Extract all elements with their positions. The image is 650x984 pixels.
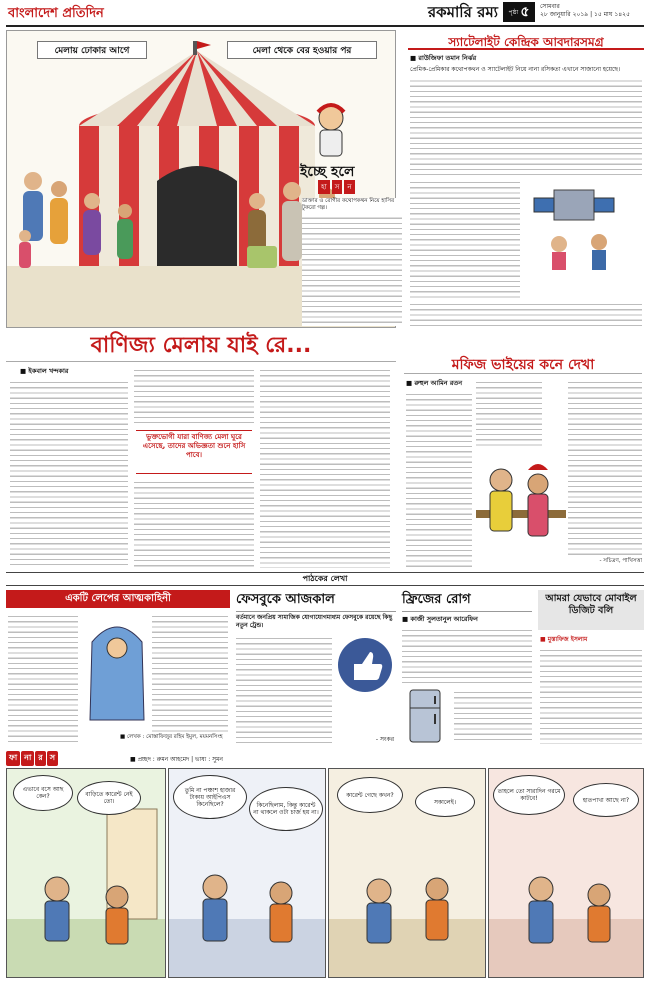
satellite-illustration [524,182,642,272]
ichchhe-title: ইচ্ছে হলে [300,164,355,180]
ichchhe-letter: হা [318,180,330,194]
digital-body [540,646,642,744]
banijjo-headline: বাণিজ্য মেলায় যাই রে... [6,332,396,362]
comic-letter: না [21,751,34,766]
speech-bubble: এভাবে বসে আছ কেন? [13,775,73,811]
comic-panel [6,768,166,978]
fridge-icon [404,688,450,744]
satellite-body-left [410,178,520,298]
page-number: ৫ [520,4,530,20]
facebook-thumbs-icon [336,636,394,694]
label-before: মেলায় ঢোকার আগে [37,41,147,59]
satellite-body-bottom [410,300,642,330]
fridge-body [402,626,532,686]
page-number-box [503,2,535,22]
ichchhe-letter: ন [344,180,354,194]
banijjo-col-3 [260,366,390,568]
banijjo-col-2 [134,366,254,426]
lep-credit: ■ লেখক : মোস্তাফিজুর রহিম ইমুল, ময়মনসিংহ [120,734,223,740]
comic-letter: র [35,751,45,766]
satellite-author: ■ রাউজিফা তমান নির্ঝর [410,54,477,62]
banijjo-pullquote: ভুক্তভোগী যারা বাণিজ্য মেলা ঘুরে এসেছে, তাদের অভিজ্ঞতা শুনে হাসি পাবে। [136,430,252,474]
speech-bubble: বাড়িতে কারেন্ট নেই তো। [77,781,141,815]
mofij-col-2 [476,378,542,448]
mofij-illustration [476,450,566,560]
fridge-illustration [404,688,450,744]
mofij-col-1 [406,390,472,568]
facebook-body [236,634,332,744]
comic-panel [488,768,644,978]
page-label: পৃষ্ঠা [508,8,519,16]
digital-author: ■ মুস্তাফিজ ইসলাম [540,636,588,643]
fridge-body-2 [454,688,532,744]
ichchhe-letters [318,180,388,194]
quilt-person-illustration [86,612,148,724]
header-rule [6,25,644,27]
speech-bubble: কিনেছিলাম, কিন্তু কারেন্ট না থাকলে ওটা চার্জ হয় না। [249,787,323,831]
banijjo-author: ■ ইকবাল খন্দকার [20,367,69,375]
facebook-intro: বর্তমানে জনপ্রিয় সামাজিক যোগাযোগমাধ্যম ফেসবুকে রয়েছে কিছু নতুন ট্রেন্ড। [236,614,393,629]
lep-col-2 [152,612,228,732]
speech-bubble: সকালেই। [415,787,475,817]
lep-title: একটি লেপের আত্মকাহিনী [6,590,230,608]
mofij-author: ■ রুহুল আমিন রতন [406,379,463,387]
masthead-title: বাংলাদেশ প্রতিদিন [8,6,104,21]
fridge-title: ফ্রিজের রোগ [402,590,532,612]
lep-col-1 [8,612,78,744]
weekday: সোমবার [540,3,560,10]
section-title: রকমারি রম্য [427,3,498,21]
comic-panel [328,768,486,978]
comic-brand [6,750,126,766]
speech-bubble: তুমি না পঞ্চাশ হাজার টাকায় আইপিএস কিনেছিলে? [173,775,247,819]
ichchhe-illustration [296,100,366,160]
digital-title: আমরা যেভাবে মোবাইল ডিজিট বলি [538,590,644,630]
comic-credit: ■ প্রচ্ছদ : রুমন আহমেদ | ভাষ্য : সুমন [130,756,223,763]
issue-date: ২৮ জানুয়ারি ২০১৯ | ১৫ মাঘ ১৪২৫ [540,11,630,18]
satellite-body-top [410,66,642,176]
label-after: মেলা থেকে বের হওয়ার পর [227,41,377,59]
facebook-signature: - সংকর [375,736,394,743]
ichchhe-letter: স [332,180,343,194]
scientist-illustration [296,100,366,160]
satellite-title: স্যাটেলাইট কেন্দ্রিক আবদারসমগ্র [408,32,644,50]
mofij-col-3 [568,378,642,556]
masthead [8,2,188,24]
banijjo-col-2b [134,478,254,568]
banijjo-col-1 [10,378,128,568]
fridge-author: ■ কাজী সুলতানুল আরেফিন [402,615,478,623]
mofij-headline: মফিজ ভাইয়ের কনে দেখা [404,356,642,374]
satellite-lead: প্রেমিক-প্রেমিকার কথোপকথন ও স্যাটেলাইট নিয়ে নানা রসিকতা এখানে সাজানো হয়েছে। [410,66,642,78]
satellite-dish-illustration [524,182,642,272]
readers-banner: পাঠকের লেখা [6,572,644,586]
comic-letter: স [47,751,58,766]
bride-viewing-illustration [476,450,566,560]
speech-bubble: তাহলে তো সারাদিন গরমে কাটবে! [493,775,565,815]
comic-panel [168,768,326,978]
date-block [540,3,645,23]
facebook-title: ফেসবুকে আজকাল [236,590,396,612]
ichchhe-body [302,198,402,326]
ichchhe-lead: ডাক্তার ও রোগীর কথোপকথন নিয়ে হাসির টুকরো গল্প। [302,198,402,214]
speech-bubble: হাতপাখা আছে না? [573,783,639,817]
comic-letter: ফা [6,751,20,766]
speech-bubble: কারেন্ট গেছে কখন? [337,777,403,813]
mofij-footer: - সচিত্রণ, পাখিসত্তা [599,558,642,564]
lep-illustration [86,612,148,724]
